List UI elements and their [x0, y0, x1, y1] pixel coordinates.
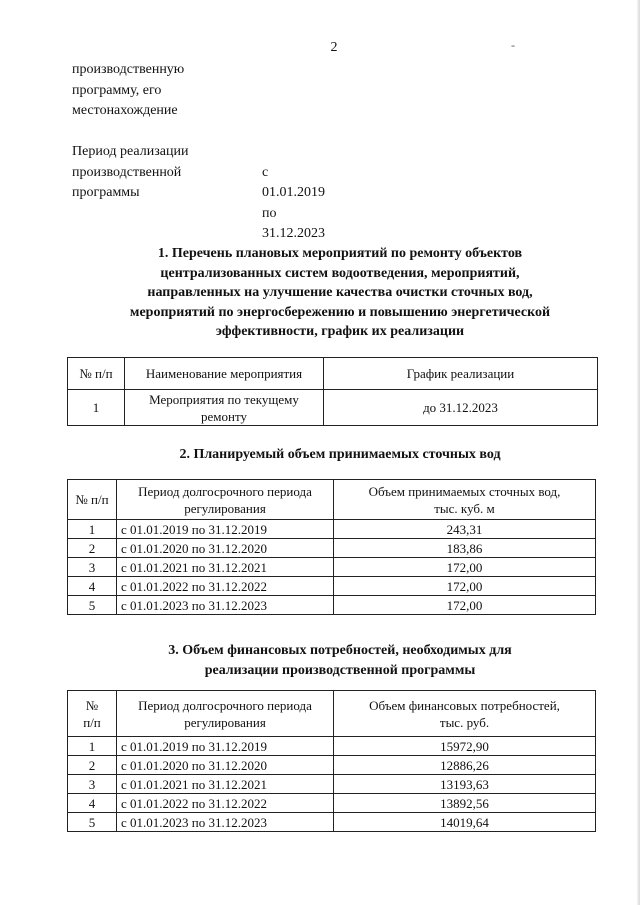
- col-header-period: [117, 691, 334, 737]
- row-num: 2: [68, 756, 117, 775]
- table-row: [68, 520, 596, 539]
- col-header-value-line: Объем финансовых потребностей,: [369, 697, 560, 713]
- row-num: 2: [68, 539, 117, 558]
- section1-title-line: централизованных систем водоотведения, мероприятий,: [160, 265, 520, 281]
- row-period: с 01.01.2020 по 31.12.2020: [117, 539, 334, 558]
- page-number: 2: [330, 40, 338, 55]
- col-header-num: [68, 691, 117, 737]
- col-header-period-line: Период долгосрочного периода: [138, 697, 312, 713]
- table-row: [68, 596, 596, 615]
- row-name-line: Мероприятия по текущему: [149, 391, 299, 407]
- table-row: [68, 775, 596, 794]
- row-period: с 01.01.2020 по 31.12.2020: [117, 756, 334, 775]
- table-header-row: [68, 691, 596, 737]
- program-location-line: программу, его: [72, 82, 162, 98]
- row-value: 183,86: [334, 539, 596, 558]
- col-header-value: [334, 480, 596, 520]
- row-num: 3: [68, 775, 117, 794]
- row-period: с 01.01.2022 по 31.12.2022: [117, 577, 334, 596]
- section3-title-line: реализации производственной программы: [204, 662, 476, 678]
- period-value: с 01.01.2019 по 31.12.2023: [262, 164, 325, 241]
- row-value: 172,00: [334, 596, 596, 615]
- col-header-value-line: Объем принимаемых сточных вод,: [368, 483, 561, 499]
- col-header-value-line: тыс. куб. м: [434, 500, 495, 516]
- table-row: [68, 390, 598, 426]
- section3-title-line: 3. Объем финансовых потребностей, необходимых для: [168, 643, 512, 658]
- row-num: 5: [68, 596, 117, 615]
- row-value: 15972,90: [334, 737, 596, 756]
- row-period: с 01.01.2019 по 31.12.2019: [117, 737, 334, 756]
- col-header-num: № п/п: [68, 358, 125, 390]
- row-schedule: до 31.12.2023: [324, 390, 598, 426]
- row-num: 4: [68, 794, 117, 813]
- col-header-period-line: Период долгосрочного периода: [138, 483, 312, 499]
- row-num: 5: [68, 813, 117, 832]
- period-block: [72, 142, 325, 241]
- col-header-period: [117, 480, 334, 520]
- col-header-num: № п/п: [68, 480, 117, 520]
- col-header-schedule: График реализации: [324, 358, 598, 390]
- row-value: 172,00: [334, 558, 596, 577]
- table-row: [68, 577, 596, 596]
- row-value: 243,31: [334, 520, 596, 539]
- row-period: с 01.01.2021 по 31.12.2021: [117, 558, 334, 577]
- period-label-line: программы: [72, 185, 140, 200]
- row-period: с 01.01.2021 по 31.12.2021: [117, 775, 334, 794]
- program-location-line: производственную: [72, 62, 185, 77]
- period-label-line: Период реализации: [72, 144, 189, 159]
- table-row: [68, 737, 596, 756]
- row-num: 1: [68, 737, 117, 756]
- program-location-label: [72, 60, 262, 122]
- table-row: [68, 813, 596, 832]
- measures-table: [67, 357, 598, 426]
- period-label-line: производственной: [72, 164, 182, 180]
- table-row: [68, 756, 596, 775]
- row-value: 13892,56: [334, 794, 596, 813]
- table-row: [68, 794, 596, 813]
- section3-title: [60, 641, 620, 680]
- col-header-period-line: регулирования: [184, 714, 266, 730]
- row-value: 13193,63: [334, 775, 596, 794]
- row-name: [125, 390, 324, 426]
- section1-title-line: 1. Перечень плановых мероприятий по ремонту объектов: [157, 246, 523, 261]
- row-period: с 01.01.2023 по 31.12.2023: [117, 813, 334, 832]
- section1-title: [60, 244, 620, 342]
- row-value: 12886,26: [334, 756, 596, 775]
- table-header-row: [68, 358, 598, 390]
- row-num: 1: [68, 520, 117, 539]
- wastewater-volume-table: [67, 479, 596, 615]
- col-header-value: [334, 691, 596, 737]
- row-value: 172,00: [334, 577, 596, 596]
- col-header-value-line: тыс. руб.: [439, 714, 490, 730]
- section1-title-line: направленных на улучшение качества очистки сточных вод,: [147, 285, 533, 300]
- row-num: 3: [68, 558, 117, 577]
- section1-title-line: эффективности, график их реализации: [215, 324, 465, 339]
- row-period: с 01.01.2019 по 31.12.2019: [117, 520, 334, 539]
- table-header-row: [68, 480, 596, 520]
- program-location-line: местонахождение: [72, 103, 178, 118]
- col-header-period-line: регулирования: [184, 500, 266, 516]
- row-num: 1: [68, 390, 125, 426]
- section2-title: 2. Планируемый объем принимаемых сточных вод: [179, 447, 501, 462]
- col-header-name: Наименование мероприятия: [125, 358, 324, 390]
- row-name-line: ремонту: [201, 408, 247, 424]
- col-header-num-line: №: [85, 697, 99, 713]
- table-row: [68, 539, 596, 558]
- scan-mark: -: [511, 38, 515, 52]
- row-num: 4: [68, 577, 117, 596]
- col-header-num-line: п/п: [83, 714, 101, 730]
- row-value: 14019,64: [334, 813, 596, 832]
- financial-needs-table: [67, 690, 596, 832]
- table-row: [68, 558, 596, 577]
- row-period: с 01.01.2023 по 31.12.2023: [117, 596, 334, 615]
- row-period: с 01.01.2022 по 31.12.2022: [117, 794, 334, 813]
- section1-title-line: мероприятий по энергосбережению и повышению энергетической: [129, 304, 551, 320]
